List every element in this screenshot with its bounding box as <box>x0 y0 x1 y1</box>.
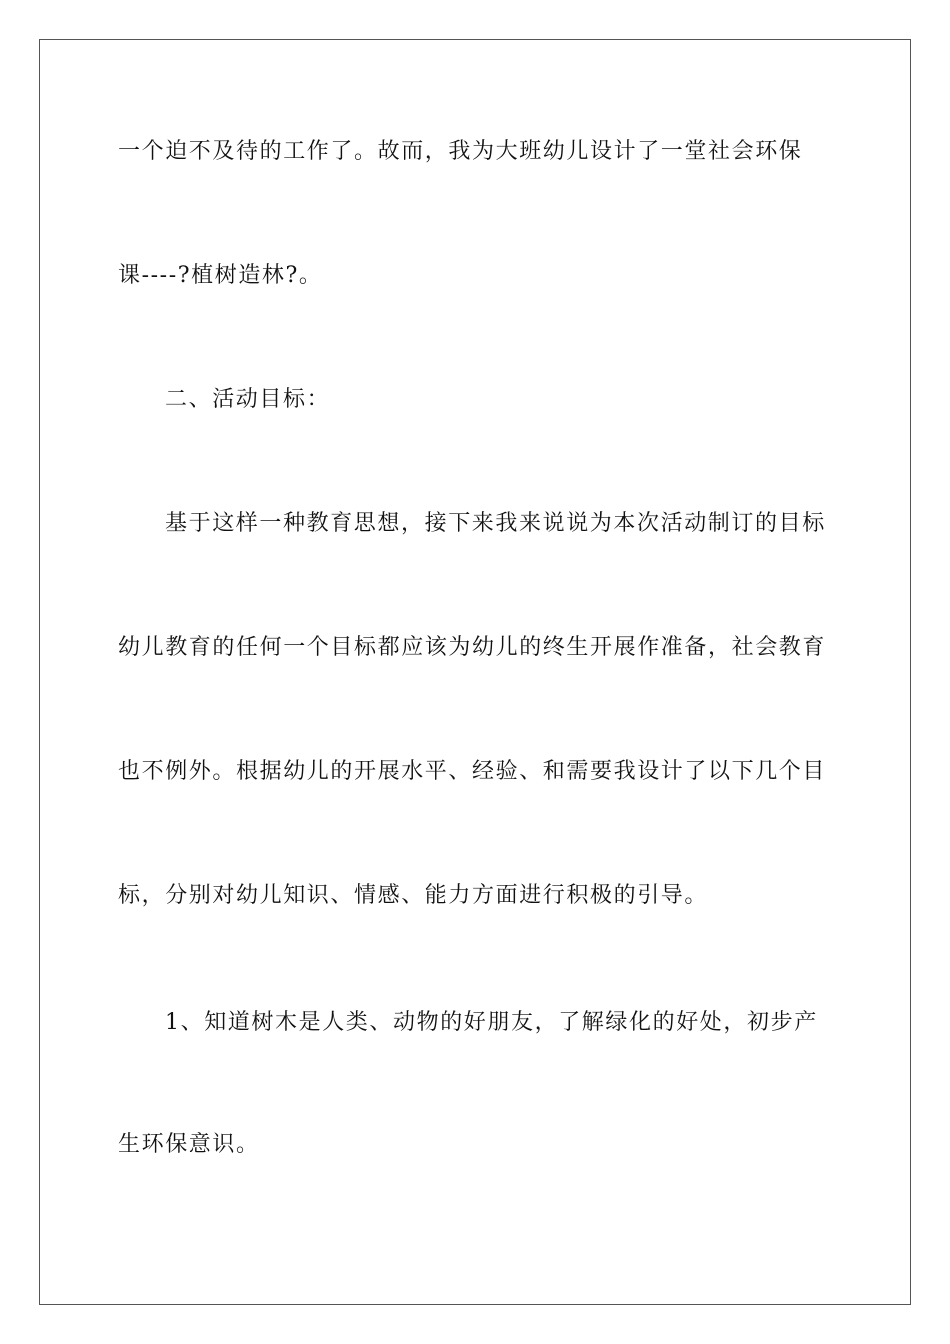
text-line-5: 幼儿教育的任何一个目标都应该为幼儿的终生开展作准备，社会教育 <box>118 635 827 660</box>
text-line-2: 课----?植树造林?。 <box>118 263 323 288</box>
text-line-4: 基于这样一种教育思想，接下来我来说说为本次活动制订的目标 <box>165 511 826 536</box>
list-item-1-line-2: 生环保意识。 <box>118 1132 260 1157</box>
list-item-1-line-1: 1、知道树木是人类、动物的好朋友，了解绿化的好处，初步产 <box>165 1010 818 1035</box>
text-line-1: 一个迫不及待的工作了。故而，我为大班幼儿设计了一堂社会环保 <box>118 139 803 164</box>
text-line-6: 也不例外。根据幼儿的开展水平、经验、和需要我设计了以下几个目 <box>118 759 827 784</box>
section-heading-activity-goals: 二、活动目标： <box>165 387 331 412</box>
text-line-7: 标，分别对幼儿知识、情感、能力方面进行积极的引导。 <box>118 883 709 908</box>
page-frame <box>39 39 911 1305</box>
